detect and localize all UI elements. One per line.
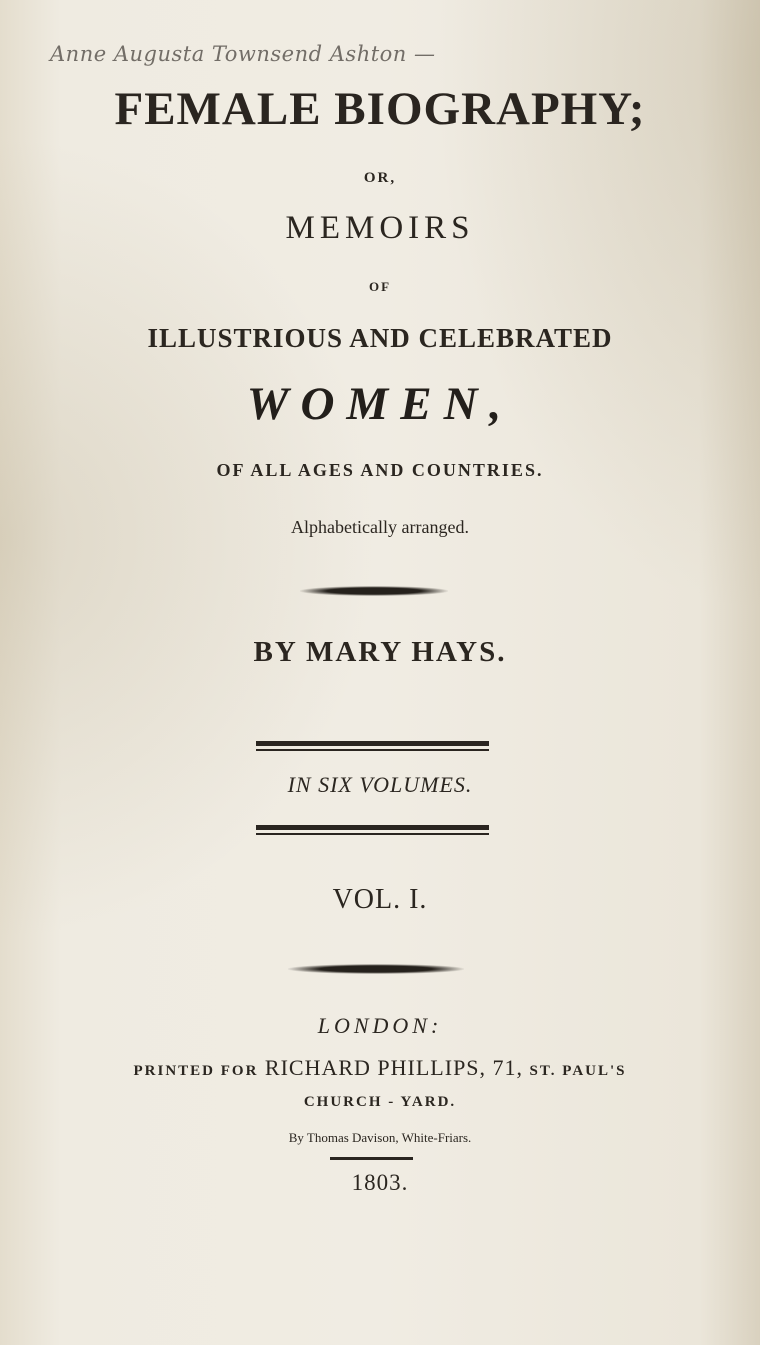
imprint-printed-for: PRINTED FOR (133, 1063, 259, 1079)
imprint-printer: By Thomas Davison, White-Friars. (288, 1130, 472, 1145)
imprint-publisher-line (0, 1055, 760, 1081)
year-rule (330, 1157, 413, 1160)
imprint-year: 1803. (351, 1170, 409, 1195)
ornamental-rule (300, 586, 448, 596)
imprint-city: LONDON: (317, 1013, 443, 1038)
imprint-churchyard: CHURCH - YARD. (303, 1094, 457, 1110)
subtitle-memoirs: MEMOIRS (285, 210, 475, 246)
subtitle-of: OF (368, 279, 392, 294)
subtitle-women: WOMEN, (246, 378, 514, 430)
author-line: BY MARY HAYS. (253, 636, 507, 668)
subtitle-ages: OF ALL AGES AND COUNTRIES. (216, 460, 544, 480)
double-rule-top (256, 741, 489, 751)
arrangement-note: Alphabetically arranged. (291, 517, 469, 537)
title-conjunction: OR, (363, 170, 397, 186)
owner-inscription: Anne Augusta Townsend Ashton — (50, 42, 436, 66)
volumes-note: IN SIX VOLUMES. (287, 772, 473, 797)
volume-number: VOL. I. (332, 884, 428, 915)
book-title: FEMALE BIOGRAPHY; (114, 83, 646, 135)
ornamental-rule (288, 964, 464, 974)
imprint-address: ST. PAUL'S (529, 1063, 627, 1079)
imprint-publisher: RICHARD PHILLIPS, 71, (264, 1055, 524, 1080)
subtitle-illustrious: ILLUSTRIOUS AND CELEBRATED (147, 323, 613, 353)
double-rule-bottom (256, 825, 489, 835)
